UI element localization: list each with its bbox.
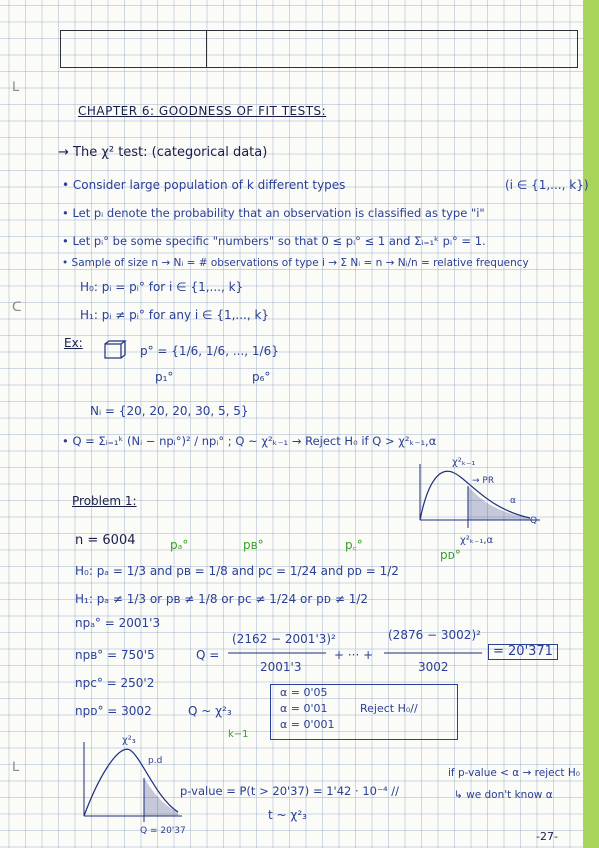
example-label: Ex: <box>64 336 83 350</box>
punch-hole-mark: ᒪ <box>12 80 20 95</box>
expected-count: npʙ° = 750'5 <box>75 648 155 662</box>
note-reject: if p-value < α → reject H₀ <box>448 767 580 779</box>
graph2-label: p.d <box>148 756 163 766</box>
example-p1-label: p₁° <box>155 370 174 384</box>
q-distribution: Q ~ χ²₃ <box>188 704 232 718</box>
fraction-bar <box>228 652 328 654</box>
problem-alt-hypothesis: H₁: pₐ ≠ 1/3 or pʙ ≠ 1/8 or pᴄ ≠ 1/24 or pᴅ ≠ 1/2 <box>75 592 369 606</box>
note-alpha: ↳ we don't know α <box>454 789 553 801</box>
punch-hole-mark: ᑕ <box>12 300 22 315</box>
chapter-title: CHAPTER 6: GOODNESS OF FIT TESTS: <box>78 104 327 118</box>
graph1-label: Q <box>530 516 538 526</box>
graph1-label: χ²ₖ₋₁ <box>452 457 476 468</box>
p-value: p-value = P(t > 20'37) = 1'42 · 10⁻⁴ // <box>180 784 400 798</box>
expected-count: npᴄ° = 250'2 <box>75 676 155 690</box>
t-distribution: t ~ χ²₃ <box>268 808 307 822</box>
example-p0: p° = {1/6, 1/6, ..., 1/6} <box>140 344 279 358</box>
bullet-line: • Sample of size n → Nᵢ = # observations of type i → Σ Nᵢ = n → Nᵢ/n = relative frequency <box>62 257 529 269</box>
graph2-label: χ²₃ <box>122 735 136 746</box>
alpha-value: α = 0'001 <box>280 718 335 731</box>
green-label-pb: pʙ° <box>243 538 264 552</box>
degrees-freedom-note: k−1 <box>228 729 249 740</box>
green-label-pa: pₐ° <box>170 538 189 552</box>
example-ni: Nᵢ = {20, 20, 20, 30, 5, 5} <box>90 404 249 418</box>
q-calc-denominator-1: 2001'3 <box>260 660 302 674</box>
problem-title: Problem 1: <box>72 494 137 508</box>
punch-hole-mark: ᒪ <box>12 760 20 775</box>
chi-square-density-graph <box>410 460 550 540</box>
null-hypothesis: H₀: pᵢ = pᵢ° for i ∈ {1,..., k} <box>80 280 244 294</box>
q-calc-numerator-1: (2162 − 2001'3)² <box>232 632 336 646</box>
sample-size: n = 6004 <box>75 533 136 548</box>
page-number: -27- <box>536 830 558 843</box>
green-label-pc: p꜀° <box>345 538 363 552</box>
q-calc-numerator-2: (2876 − 3002)² <box>388 628 481 642</box>
graph2-label: Q = 20'37 <box>140 826 186 836</box>
graph1-label: → PR <box>472 476 495 486</box>
bullet-range: (i ∈ {1,..., k}) <box>505 178 589 192</box>
q-calc-middle: + ··· + <box>334 648 374 662</box>
green-label-pd: pᴅ° <box>440 548 461 562</box>
chi-square-3-density-graph <box>78 738 188 828</box>
alpha-value: α = 0'01 <box>280 702 328 715</box>
fraction-bar <box>384 652 484 654</box>
graph1-label: α <box>510 496 516 506</box>
expected-count: npₐ° = 2001'3 <box>75 616 161 630</box>
chi-square-statistic: • Q = Σᵢ₌₁ᵏ (Nᵢ − npᵢ°)² / npᵢ° ; Q ~ χ²ₖ₋₁ → Reject H₀ if Q > χ²ₖ₋₁,α <box>62 434 437 448</box>
green-margin-strip <box>583 0 599 848</box>
bullet-line: • Let pᵢ° be some specific "numbers" so that 0 ≤ pᵢ° ≤ 1 and Σᵢ₌₁ᵏ pᵢ° = 1. <box>62 234 486 248</box>
graph1-label: χ²ₖ₋₁,α <box>460 535 494 546</box>
header-divider <box>206 31 207 67</box>
reject-decision: Reject H₀// <box>360 702 418 715</box>
alternative-hypothesis: H₁: pᵢ ≠ pᵢ° for any i ∈ {1,..., k} <box>80 308 270 322</box>
q-calc-denominator-2: 3002 <box>418 660 449 674</box>
die-icon <box>104 340 126 360</box>
example-p6-label: p₆° <box>252 370 271 384</box>
q-result: = 20'371 <box>488 644 558 660</box>
bullet-line: • Consider large population of k different types <box>62 178 346 192</box>
q-calc-prefix: Q = <box>196 648 220 662</box>
expected-count: npᴅ° = 3002 <box>75 704 152 718</box>
bullet-line: • Let pᵢ denote the probability that an observation is classified as type "i" <box>62 206 485 220</box>
header-box <box>60 30 578 68</box>
problem-null-hypothesis: H₀: pₐ = 1/3 and pʙ = 1/8 and pᴄ = 1/24 and pᴅ = 1/2 <box>75 564 399 578</box>
section-heading: → The χ² test: (categorical data) <box>58 145 268 160</box>
alpha-value: α = 0'05 <box>280 686 328 699</box>
